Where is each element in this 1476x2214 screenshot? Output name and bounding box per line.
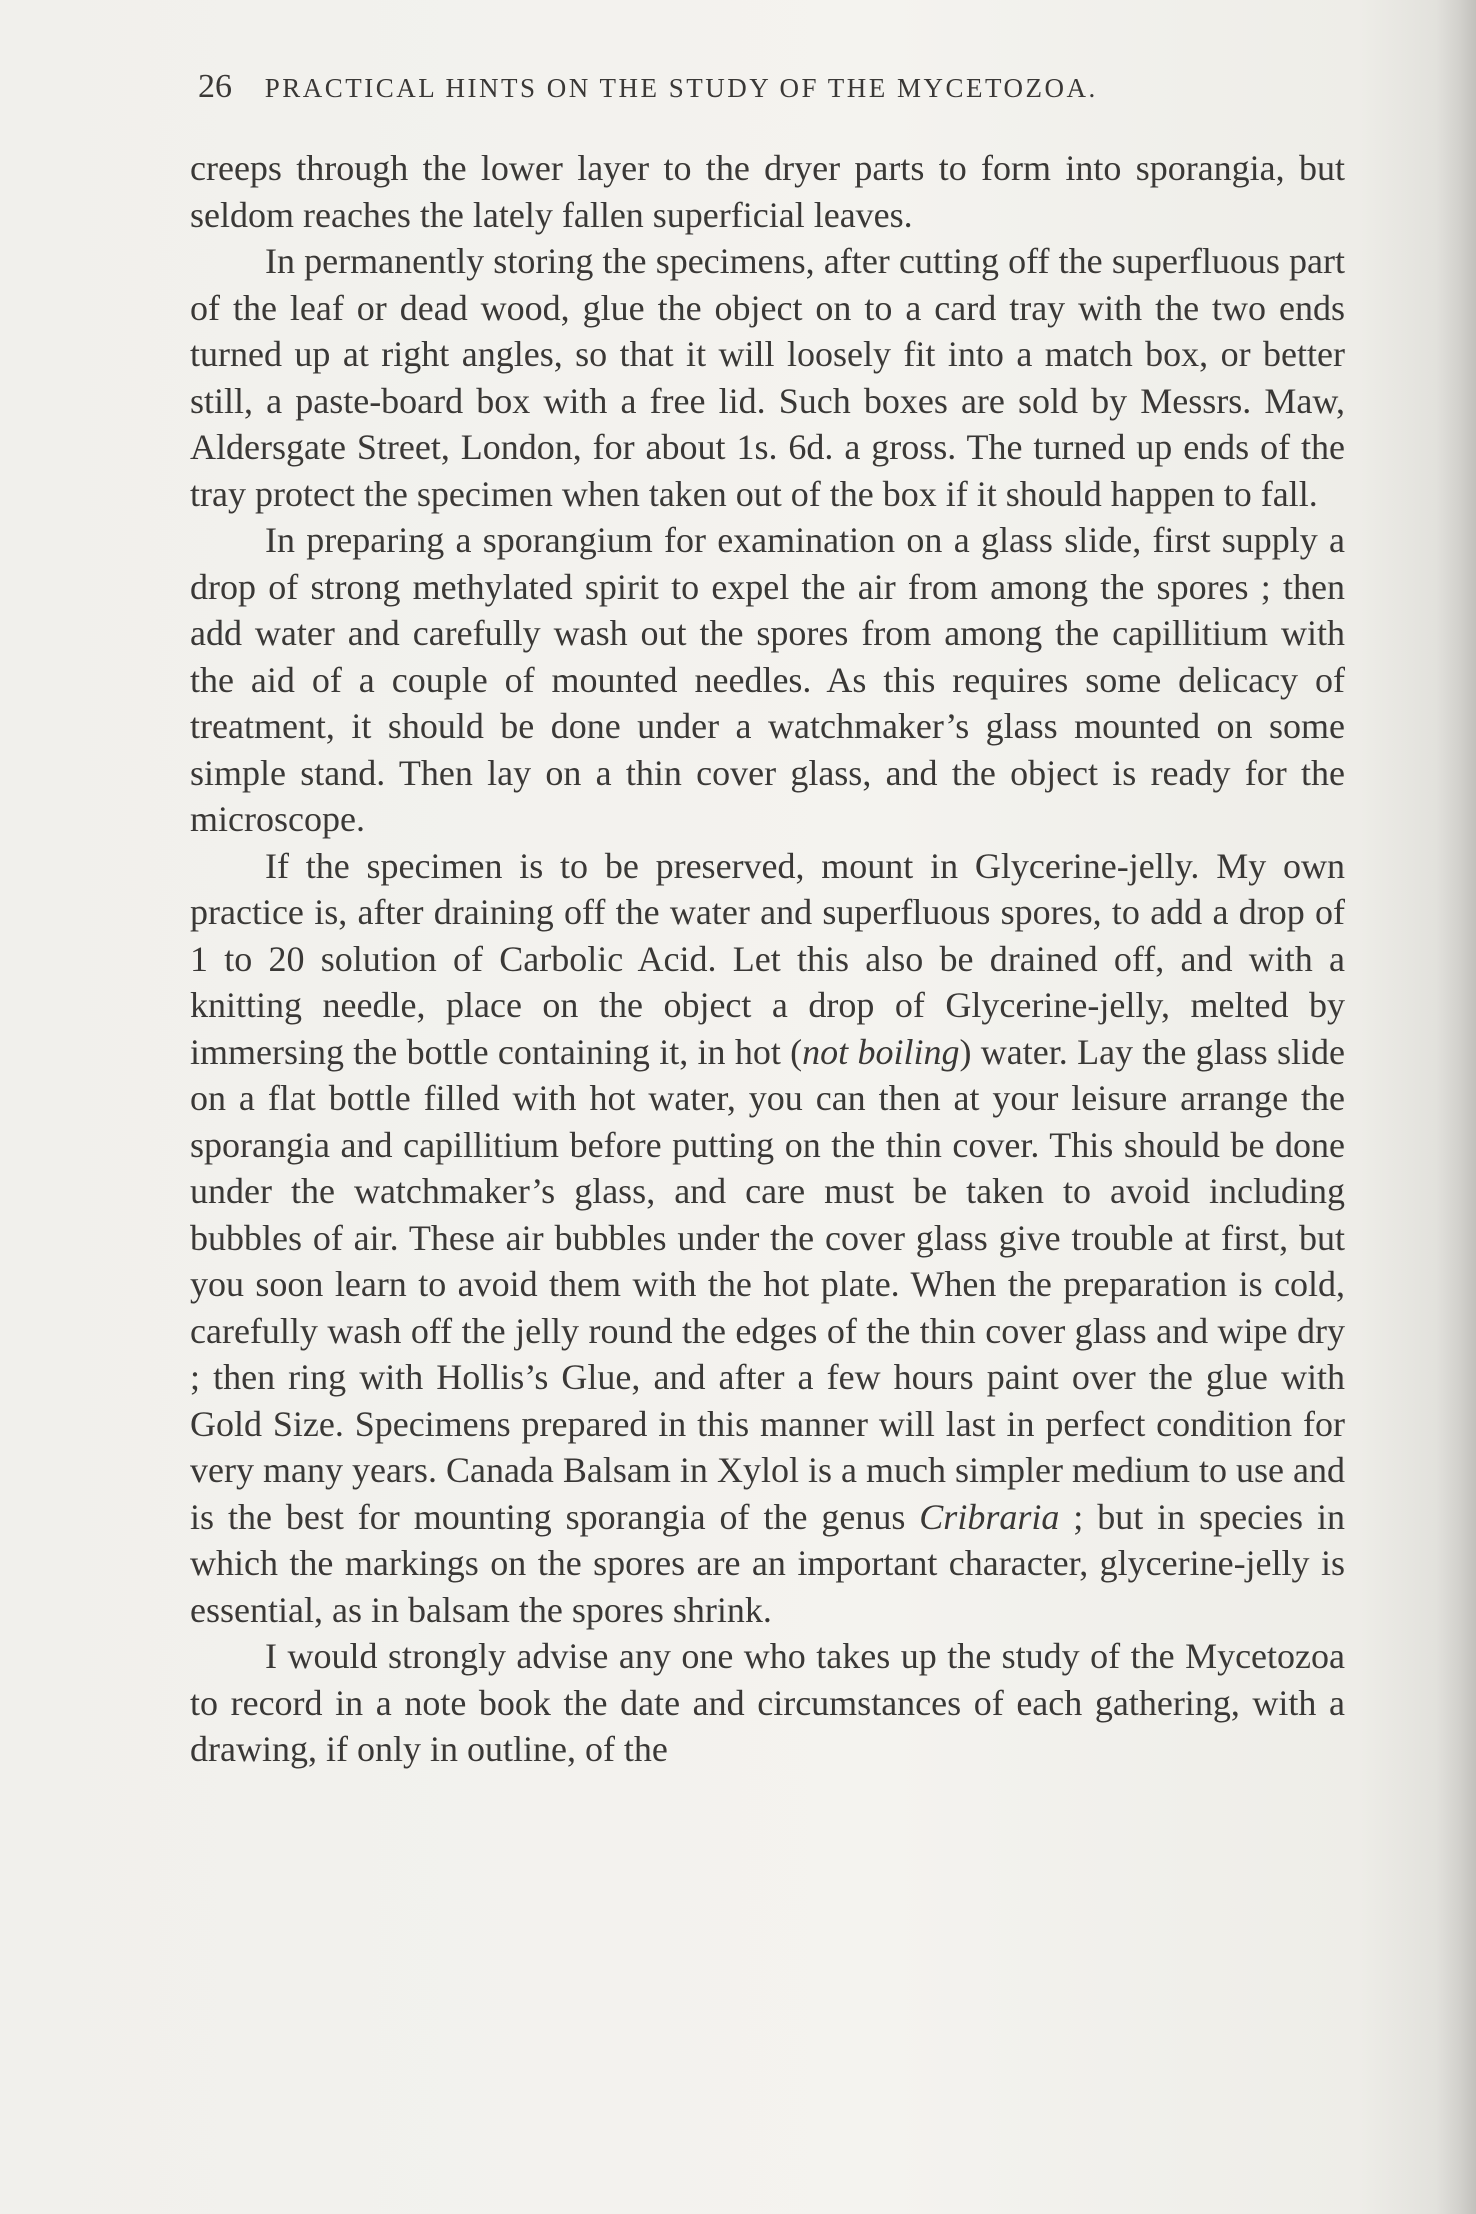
page-edge-shadow — [1436, 0, 1476, 2214]
running-head — [198, 68, 1258, 128]
paragraph-text: ) water. Lay the glass slide on a flat bottle filled with hot water, you can then at your leisure arrange the sporangia and capillitium before putting on the thin cover. This should be done under the watchmaker’s glass, and care must be taken to avoid including bubbles of air. These air bubbles under the cover glass give trouble at first, but you soon learn to avoid them with the hot plate. When the preparation is cold, carefully wash off the jelly round the edges of the thin cover glass and wipe dry ; then ring with Hollis’s Glue, and after a few hours paint over the glue with Gold Size. Specimens prepared in this manner will last in perfect condition for very many years. Canada Balsam in Xylol is a much simpler medium to use and is the best for mounting sporangia of the genus — [190, 1031, 1345, 1537]
italic-genus-name: Cribraria — [919, 1496, 1060, 1537]
body-text — [190, 145, 1345, 1773]
paragraph-preserving-specimen — [190, 843, 1345, 1634]
italic-phrase: not boiling — [802, 1031, 960, 1072]
paragraph-note-book-advice: I would strongly advise any one who takes up the study of the Mycetozoa to record in a note book the date and circumstances of each gathering, with a drawing, if only in outline, of the — [190, 1636, 1345, 1769]
paragraph-continuation: creeps through the lower layer to the dryer parts to form into sporangia, but seldom reaches the lately fallen superficial leaves. — [190, 148, 1345, 235]
paragraph-preparing-sporangium: In preparing a sporangium for examination on a glass slide, first supply a drop of strong methylated spirit to expel the air from among the spores ; then add water and carefully wash out the spores from among the capillitium with the aid of a couple of mounted needles. As this requires some delicacy of treatment, it should be done under a watchmaker’s glass mounted on some simple stand. Then lay on a thin cover glass, and the object is ready for the microscope. — [190, 520, 1345, 839]
paragraph-text: If the specimen is to be preserved, mount in Glycerine-jelly. My own practice is, after draining off the water and superfluous spores, to add a drop of 1 to 20 solution of Carbolic Acid. Let this also be drained off, and with a knitting needle, place on the object a drop of Glycerine-jelly, melted by immersing the bottle containing it, in hot ( — [190, 845, 1345, 1072]
paragraph-storing-specimens: In permanently storing the specimens, after cutting off the superfluous part of the leaf or dead wood, glue the object on to a card tray with the two ends turned up at right angles, so that it will loosely fit into a match box, or better still, a paste-board box with a free lid. Such boxes are sold by Messrs. Maw, Aldersgate Street, London, for about 1s. 6d. a gross. The turned up ends of the tray protect the specimen when taken out of the box if it should happen to fall. — [190, 241, 1345, 514]
page-number: 26 — [198, 68, 232, 105]
running-title: PRACTICAL HINTS ON THE STUDY OF THE MYCETOZOA. — [264, 73, 1098, 103]
paragraph-text: ; but in species in which the markings on the spores are an important character, glycerine-jelly is essential, as in balsam the spores shrink. — [190, 1496, 1345, 1630]
